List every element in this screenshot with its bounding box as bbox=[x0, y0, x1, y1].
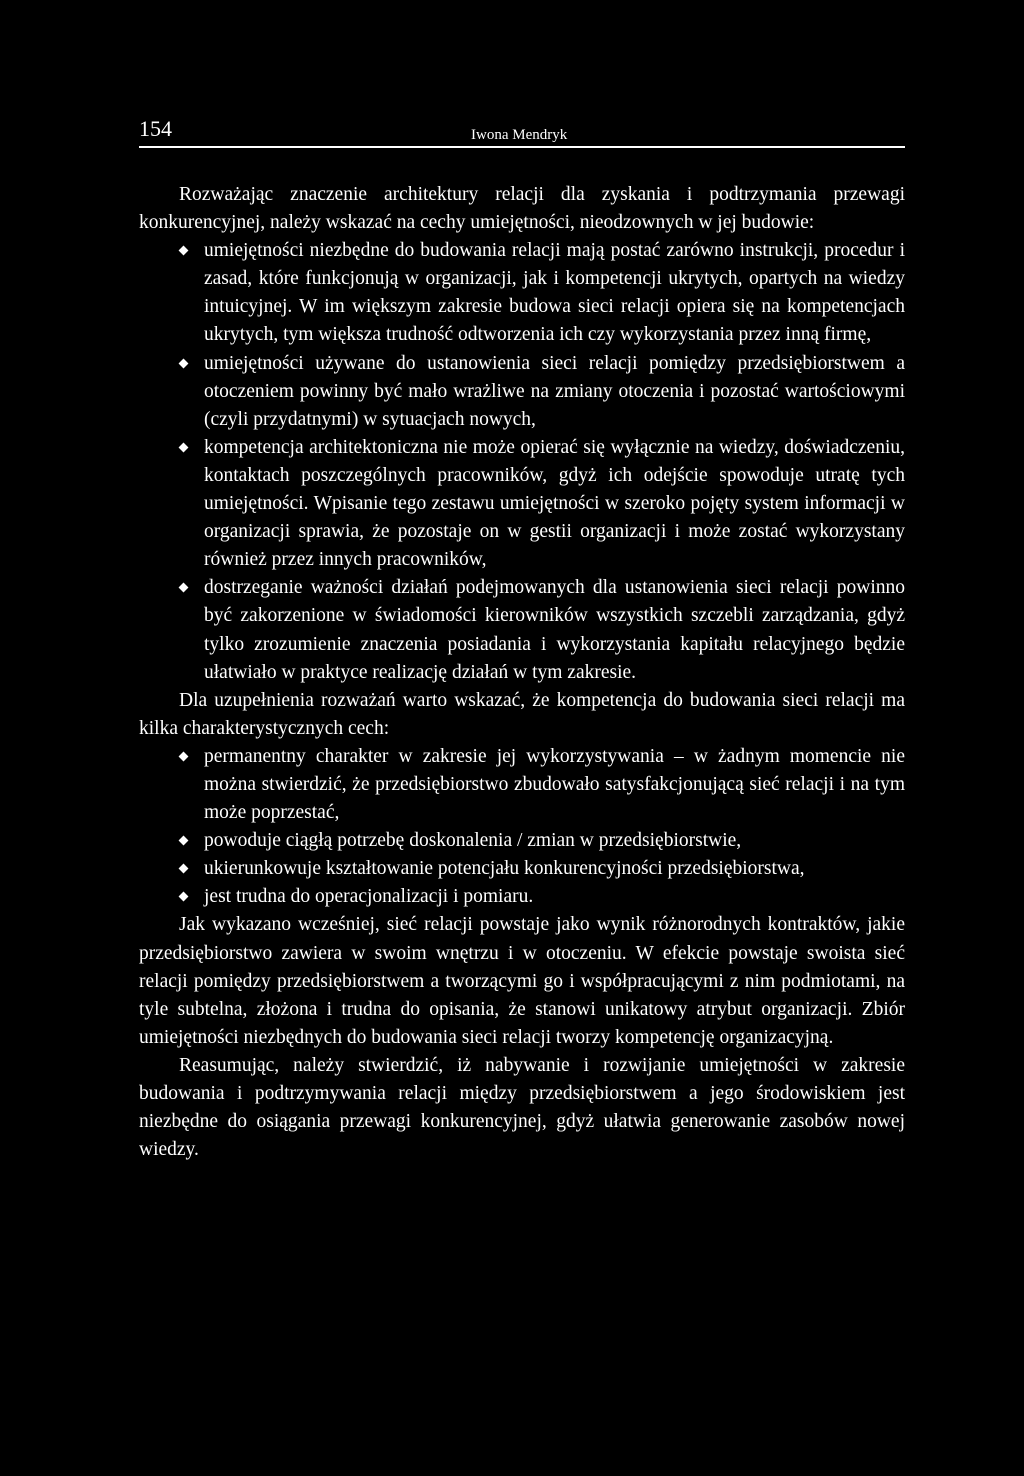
bullet-icon bbox=[179, 246, 189, 256]
list-item bbox=[204, 350, 905, 434]
list-item-text: ukierunkowuje kształtowanie potencjału konkurencyjności przedsiębiorstwa, bbox=[204, 858, 805, 880]
list-item-text: powoduje ciągłą potrzebę doskonalenia / zmian w przedsiębiorstwie, bbox=[204, 830, 742, 852]
list-item bbox=[204, 237, 905, 349]
paragraph-intro: Rozważając znaczenie architektury relacji dla zyskania i podtrzymania przewagi konkurencyjnej, należy wskazać na cechy umiejętności, nieodzownych w jej budowie: bbox=[139, 184, 905, 234]
body-text bbox=[139, 181, 905, 1164]
paragraph-conclusion: Reasumując, należy stwierdzić, iż nabywanie i rozwijanie umiejętności w zakresie budowania i podtrzymywania relacji między przedsiębiorstwem a jego środowiskiem jest niezbędne do osiągania przewagi konkurencyjnej, gdyż ułatwia generowanie zasobów nowej wiedzy. bbox=[139, 1054, 905, 1161]
bullet-icon bbox=[179, 358, 189, 368]
list-item-text: umiejętności niezbędne do budowania relacji mają postać zarówno instrukcji, procedur i zasad, które funkcjonują w organizacji, jak i kompetencji ukrytych, opartych na wiedzy intuicyjnej. W im większym zakresie budowa sieci relacji opiera się na kompetencjach ukrytych, tym większa trudność odtworzenia ich czy wykorzystania przez inną firmę, bbox=[204, 240, 905, 346]
features-list bbox=[139, 743, 905, 912]
list-item bbox=[204, 574, 905, 686]
bullet-icon bbox=[179, 751, 189, 761]
running-head-author: Iwona Mendryk bbox=[471, 127, 568, 143]
list-item bbox=[204, 827, 905, 855]
list-item-text: dostrzeganie ważności działań podejmowanych dla ustanowienia sieci relacji powinno być zakorzenione w świadomości kierowników wszystkich szczebli zarządzania, gdyż tylko zrozumienie znaczenia posiadania i wykorzystania kapitału relacyjnego będzie ułatwiało w praktyce realizację działań w tym zakresie. bbox=[204, 577, 905, 683]
bullet-icon bbox=[179, 583, 189, 593]
bullet-icon bbox=[179, 892, 189, 902]
bullet-icon bbox=[179, 864, 189, 874]
bullet-icon bbox=[179, 442, 189, 452]
list-item bbox=[204, 883, 905, 911]
list-item-text: kompetencja architektoniczna nie może opierać się wyłącznie na wiedzy, doświadczeniu, kontaktach poszczególnych pracowników, gdyż ich odejście spowoduje utratę tych umiejętności. Wpisanie tego zestawu umiejętności w szeroko pojęty system informacji w organizacji sprawia, że pozostaje on w gestii organizacji i może zostać wykorzystany również przez innych pracowników, bbox=[204, 436, 905, 571]
list-item bbox=[204, 855, 905, 883]
bullet-icon bbox=[179, 836, 189, 846]
page-header bbox=[139, 116, 905, 148]
list-item-text: permanentny charakter w zakresie jej wykorzystywania – w żadnym momencie nie można stwierdzić, że przedsiębiorstwo zbudowało satysfakcjonującą sieć relacji i na tym może poprzestać, bbox=[204, 745, 905, 824]
list-item bbox=[204, 434, 905, 574]
skills-list bbox=[139, 237, 905, 687]
list-item-text: umiejętności używane do ustanowienia sieci relacji pomiędzy przedsiębiorstwem a otoczeniem powinny być mało wrażliwe na zmiany otoczenia i pozostać wartościowymi (czyli przydatnymi) w sytuacjach nowych, bbox=[204, 352, 905, 430]
list-item-text: jest trudna do operacjonalizacji i pomiaru. bbox=[204, 886, 534, 908]
paragraph-network: Jak wykazano wcześniej, sieć relacji powstaje jako wynik różnorodnych kontraktów, jakie przedsiębiorstwo zawiera w swoim wnętrzu i w otoczeniu. W efekcie powstaje swoista sieć relacji pomiędzy przedsiębiorstwem a tworzącymi go i współpracującymi z nim podmiotami, na tyle subtelna, złożona i trudna do opisania, że stanowi unikatowy atrybut organizacji. Zbiór umiejętności niezbędnych do budowania sieci relacji tworzy kompetencję organizacyjną. bbox=[139, 914, 905, 1048]
page-number: 154 bbox=[139, 116, 172, 141]
paragraph-features-intro: Dla uzupełnienia rozważań warto wskazać, że kompetencja do budowania sieci relacji ma kilka charakterystycznych cech: bbox=[139, 689, 905, 739]
list-item bbox=[204, 743, 905, 827]
